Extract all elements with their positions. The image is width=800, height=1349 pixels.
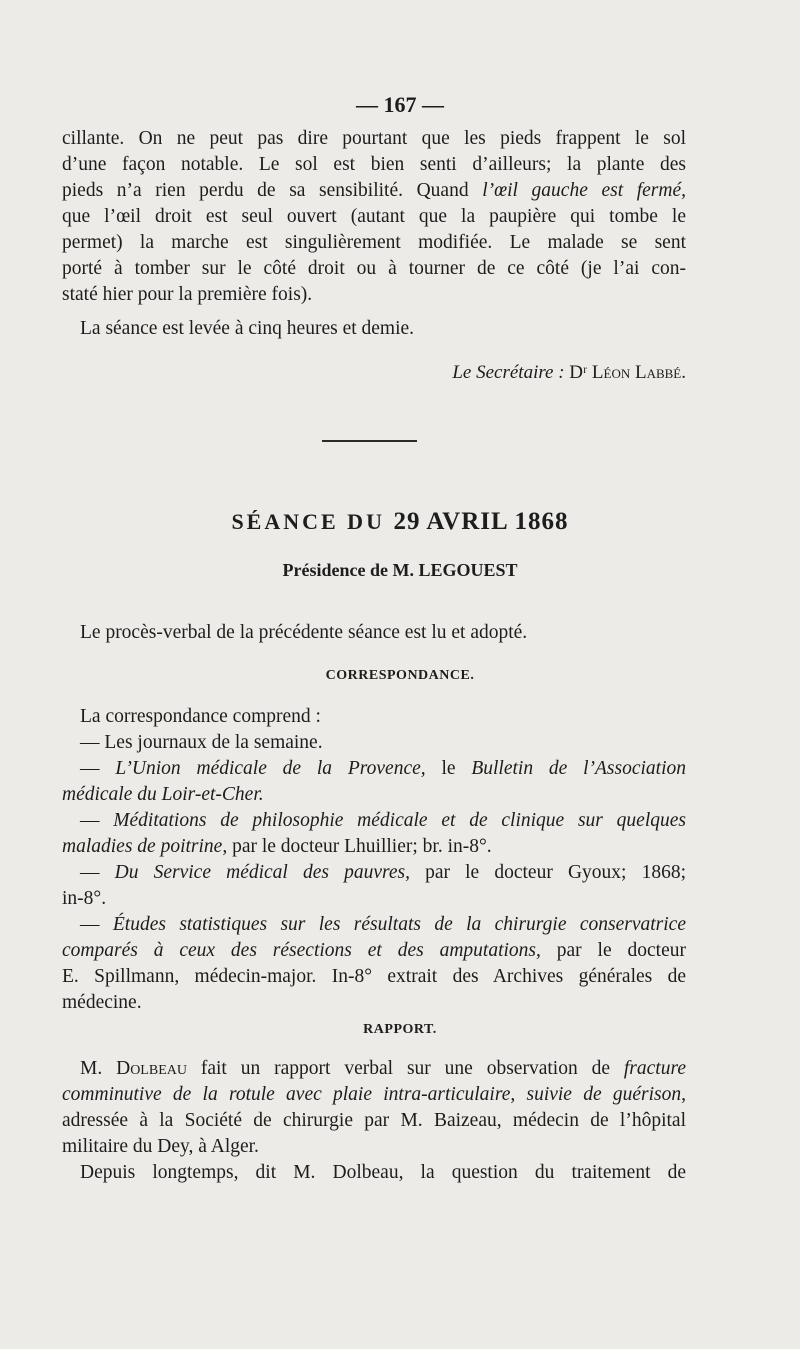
- text-line: permet) la marche est singulièrement modifiée. Le malade se sent: [62, 232, 686, 253]
- text-line: adressée à la Société de chirurgie par M. Baizeau, médecin de l’hôpital: [62, 1110, 686, 1131]
- text-span: par le docteur: [540, 940, 686, 961]
- text-span: —: [80, 758, 116, 779]
- text-line: que l’œil droit est seul ouvert (autant que la paupière qui tombe le: [62, 206, 686, 227]
- emphasis-text: médicale du Loir-et-Cher.: [62, 784, 264, 805]
- signature-line: [452, 362, 686, 384]
- section-divider: [322, 440, 417, 442]
- signature-name: Dʳ Léon Labbé.: [569, 362, 686, 383]
- section-title-text: SÉANCE DU: [231, 509, 385, 534]
- list-item-cont: [62, 834, 686, 860]
- emphasis-text: Études statistiques sur les résultats de la chirurgie conservatrice: [112, 914, 686, 935]
- page-number: — 167 —: [356, 92, 444, 117]
- list-item: La correspondance comprend :: [80, 706, 321, 727]
- text-line: [62, 152, 686, 178]
- emphasis-text: L’Union médicale de la Provence,: [115, 758, 426, 779]
- text-line: [62, 1056, 686, 1082]
- text-span: —: [80, 914, 113, 935]
- emphasis-text: comminutive de la rotule avec plaie intra-articulaire, suivie de guérison,: [62, 1084, 686, 1105]
- section-title-date: 29 AVRIL 1868: [393, 508, 569, 535]
- emphasis-text: l’œil gauche est fermé,: [482, 180, 686, 201]
- text-line: Le procès-verbal de la précédente séance est lu et adopté.: [80, 622, 528, 643]
- emphasis-text: comparés à ceux des résections et des amputations,: [62, 940, 541, 961]
- correspondence-heading: CORRESPONDANCE.: [325, 668, 475, 683]
- list-item-cont: médecine.: [62, 992, 142, 1013]
- emphasis-text: Méditations de philosophie médicale et de clinique sur quelques: [113, 810, 686, 831]
- emphasis-text: fracture: [623, 1058, 686, 1079]
- list-item-cont: [62, 938, 686, 964]
- list-item: — Les journaux de la semaine.: [80, 732, 323, 753]
- text-span: par le docteur Lhuillier; br. in-8°.: [227, 836, 492, 857]
- list-item-cont: in-8°.: [62, 888, 107, 909]
- list-item-cont: E. Spillmann, médecin-major. In-8° extrait des Archives générales de: [62, 966, 686, 987]
- section-title: [0, 508, 800, 536]
- text-line: militaire du Dey, à Alger.: [62, 1136, 259, 1157]
- text-line: d’une façon notable. Le sol est bien senti d’ailleurs; la plante des: [62, 154, 686, 175]
- text-span: —: [80, 862, 115, 883]
- report-heading: RAPPORT.: [363, 1022, 437, 1037]
- text-span: fait un rapport verbal sur une observation de: [186, 1058, 624, 1079]
- text-line: Depuis longtemps, dit M. Dolbeau, la question du traitement de: [80, 1162, 686, 1183]
- list-item: [62, 756, 686, 782]
- text-span: le: [425, 758, 472, 779]
- emphasis-text: Du Service médical des pauvres,: [114, 862, 410, 883]
- text-line: porté à tomber sur le côté droit ou à tourner de ce côté (je l’ai con-: [62, 258, 686, 279]
- list-item: [62, 860, 686, 886]
- list-item: [62, 808, 686, 834]
- presidency-line: Présidence de M. LEGOUEST: [282, 560, 518, 580]
- author-name: M. Dolbeau: [80, 1058, 187, 1079]
- text-span: —: [80, 810, 114, 831]
- text-line: [62, 1082, 686, 1108]
- text-span: par le docteur Gyoux; 1868;: [409, 862, 686, 883]
- text-line: staté hier pour la première fois).: [62, 284, 313, 305]
- signature-role: Le Secrétaire :: [452, 362, 565, 383]
- text-line: La séance est levée à cinq heures et demie.: [80, 318, 415, 339]
- emphasis-text: Bulletin de l’Association: [471, 758, 686, 779]
- list-item-cont: [62, 782, 686, 808]
- emphasis-text: maladies de poitrine,: [62, 836, 228, 857]
- list-item: [62, 912, 686, 938]
- text-line: [62, 178, 686, 204]
- text-span: pieds n’a rien perdu de sa sensibilité. Quand: [62, 180, 483, 201]
- text-line: cillante. On ne peut pas dire pourtant que les pieds frappent le sol: [62, 128, 686, 149]
